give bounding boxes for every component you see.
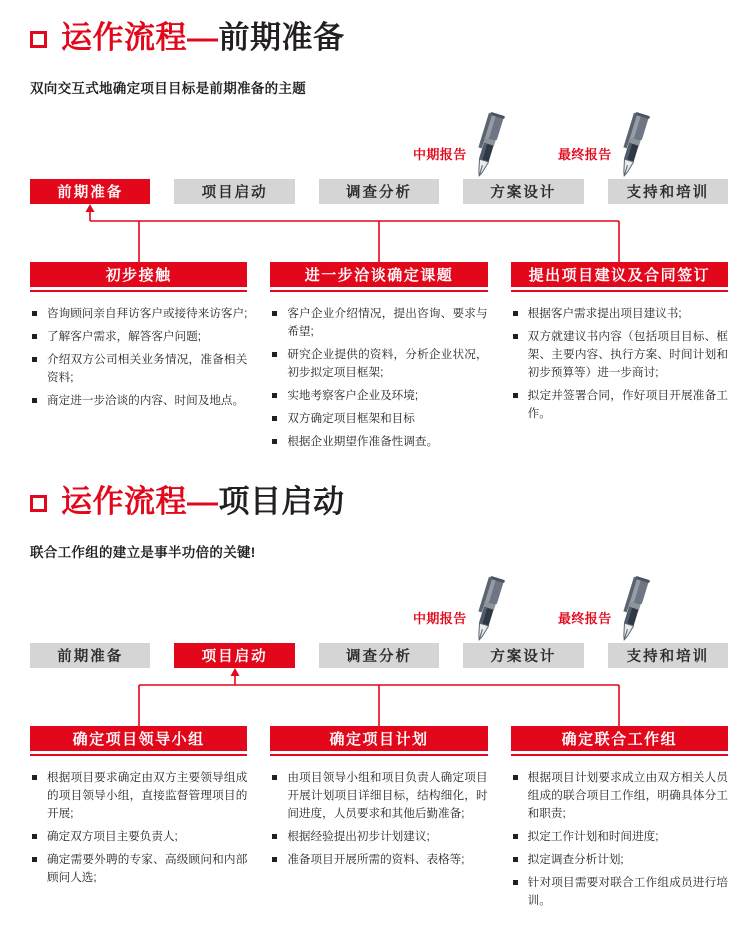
pen-icon	[471, 111, 505, 179]
stage-item[interactable]: 调查分析	[319, 643, 439, 668]
section-heading	[0, 483, 750, 519]
bullet-list	[511, 769, 728, 910]
list-item: 确定双方项目主要负责人;	[30, 828, 247, 846]
banner-label[interactable]: 确定联合工作组	[511, 726, 728, 751]
detail-column	[30, 769, 247, 915]
heading-dash: —	[187, 483, 219, 519]
list-item: 针对项目需要对联合工作组成员进行培训。	[511, 874, 728, 910]
banner-label[interactable]: 初步接触	[30, 262, 247, 287]
stage-item[interactable]: 支持和培训	[608, 179, 728, 204]
list-item: 客户企业介绍情况，提出咨询、要求与希望;	[270, 305, 487, 341]
stage-bar	[30, 643, 728, 668]
detail-column	[270, 305, 487, 456]
detail-columns	[30, 769, 728, 915]
banner-label[interactable]: 确定项目领导小组	[30, 726, 247, 751]
pen-icon	[616, 111, 650, 179]
list-item: 双方确定项目框架和目标	[270, 410, 487, 428]
list-item: 拟定并签署合同，作好项目开展准备工作。	[511, 387, 728, 423]
list-item: 根据项目要求确定由双方主要领导组成的项目领导小组，直接监督管理项目的开展;	[30, 769, 247, 823]
banner-label[interactable]: 进一步洽谈确定课题	[270, 262, 487, 287]
report-marker-label: 中期报告	[413, 610, 467, 626]
report-marker	[413, 111, 505, 179]
report-marker-label: 最终报告	[558, 610, 612, 626]
list-item: 确定需要外聘的专家、高级顾问和内部顾问人选;	[30, 851, 247, 887]
banner-underline	[511, 754, 728, 756]
page-title	[61, 22, 345, 53]
banner-group	[511, 726, 728, 756]
report-marker	[558, 575, 650, 643]
bullet-list	[270, 769, 487, 869]
heading-black-text: 项目启动	[218, 483, 345, 519]
stage-item[interactable]: 支持和培训	[608, 643, 728, 668]
banner-underline	[511, 290, 728, 292]
list-item: 咨询顾问亲自拜访客户或接待来访客户;	[30, 305, 247, 323]
list-item: 介绍双方公司相关业务情况，准备相关资料;	[30, 351, 247, 387]
pen-icon	[471, 575, 505, 643]
banner-underline	[270, 290, 487, 292]
banner-group	[30, 262, 247, 292]
list-item: 根据企业期望作准备性调查。	[270, 433, 487, 451]
heading-red-text: 运作流程	[61, 483, 187, 519]
heading-square-icon	[30, 495, 47, 512]
banner-group	[270, 726, 487, 756]
banner-group	[30, 726, 247, 756]
connector-lines	[30, 204, 728, 262]
process-section	[0, 456, 750, 915]
report-marker-label: 最终报告	[558, 147, 612, 162]
list-item: 根据客户需求提出项目建议书;	[511, 305, 728, 323]
list-item: 由项目领导小组和项目负责人确定项目开展计划项目详细目标，结构细化，时间进度，人员要求和其他后勤准备;	[270, 769, 487, 823]
report-markers	[30, 107, 728, 179]
process-section	[0, 0, 750, 456]
list-item: 根据经验提出初步计划建议;	[270, 828, 487, 846]
stage-item[interactable]: 调查分析	[319, 179, 439, 204]
heading-dash: —	[187, 20, 219, 55]
section-subtitle: 联合工作组的建立是事半功倍的关键!	[30, 544, 256, 560]
stage-item[interactable]: 项目启动	[174, 179, 294, 204]
stage-item[interactable]: 方案设计	[463, 643, 583, 668]
stage-bar	[30, 179, 728, 204]
detail-column	[511, 305, 728, 456]
report-marker	[558, 111, 650, 179]
banner-row	[30, 726, 728, 756]
banner-underline	[30, 754, 247, 756]
banner-label[interactable]: 提出项目建议及合同签订	[511, 262, 728, 287]
stage-item[interactable]: 前期准备	[30, 643, 150, 668]
detail-column	[30, 305, 247, 456]
list-item: 双方就建议书内容（包括项目目标、框架、主要内容、执行方案、时间计划和初步预算等）进一步商讨;	[511, 328, 728, 382]
bullet-list	[270, 305, 487, 451]
stage-item-active[interactable]: 项目启动	[174, 643, 294, 668]
connector-lines	[30, 668, 728, 726]
list-item: 根据项目计划要求成立由双方相关人员组成的联合项目工作组，明确具体分工和职责;	[511, 769, 728, 823]
section-subtitle: 双向交互式地确定项目目标是前期准备的主题	[30, 81, 306, 96]
report-marker	[413, 575, 505, 643]
list-item: 了解客户需求，解答客户问题;	[30, 328, 247, 346]
banner-group	[270, 262, 487, 292]
heading-black-text: 前期准备	[218, 20, 345, 55]
bullet-list	[30, 769, 247, 887]
heading-red-text: 运作流程	[61, 20, 187, 55]
detail-column	[511, 769, 728, 915]
list-item: 商定进一步洽谈的内容、时间及地点。	[30, 392, 247, 410]
pen-icon	[616, 575, 650, 643]
banner-underline	[30, 290, 247, 292]
section-heading	[0, 22, 750, 53]
heading-square-icon	[30, 31, 47, 48]
detail-column	[270, 769, 487, 915]
list-item: 实地考察客户企业及环境;	[270, 387, 487, 405]
banner-row	[30, 262, 728, 292]
banner-group	[511, 262, 728, 292]
bullet-list	[511, 305, 728, 423]
report-markers	[30, 571, 728, 643]
bullet-list	[30, 305, 247, 410]
list-item: 拟定调查分析计划;	[511, 851, 728, 869]
banner-underline	[270, 754, 487, 756]
list-item: 研究企业提供的资料，分析企业状况，初步拟定项目框架;	[270, 346, 487, 382]
page-title	[61, 483, 345, 519]
banner-label[interactable]: 确定项目计划	[270, 726, 487, 751]
list-item: 准备项目开展所需的资料、表格等;	[270, 851, 487, 869]
report-marker-label: 中期报告	[413, 147, 467, 162]
stage-item-active[interactable]: 前期准备	[30, 179, 150, 204]
stage-item[interactable]: 方案设计	[463, 179, 583, 204]
detail-columns	[30, 305, 728, 456]
list-item: 拟定工作计划和时间进度;	[511, 828, 728, 846]
